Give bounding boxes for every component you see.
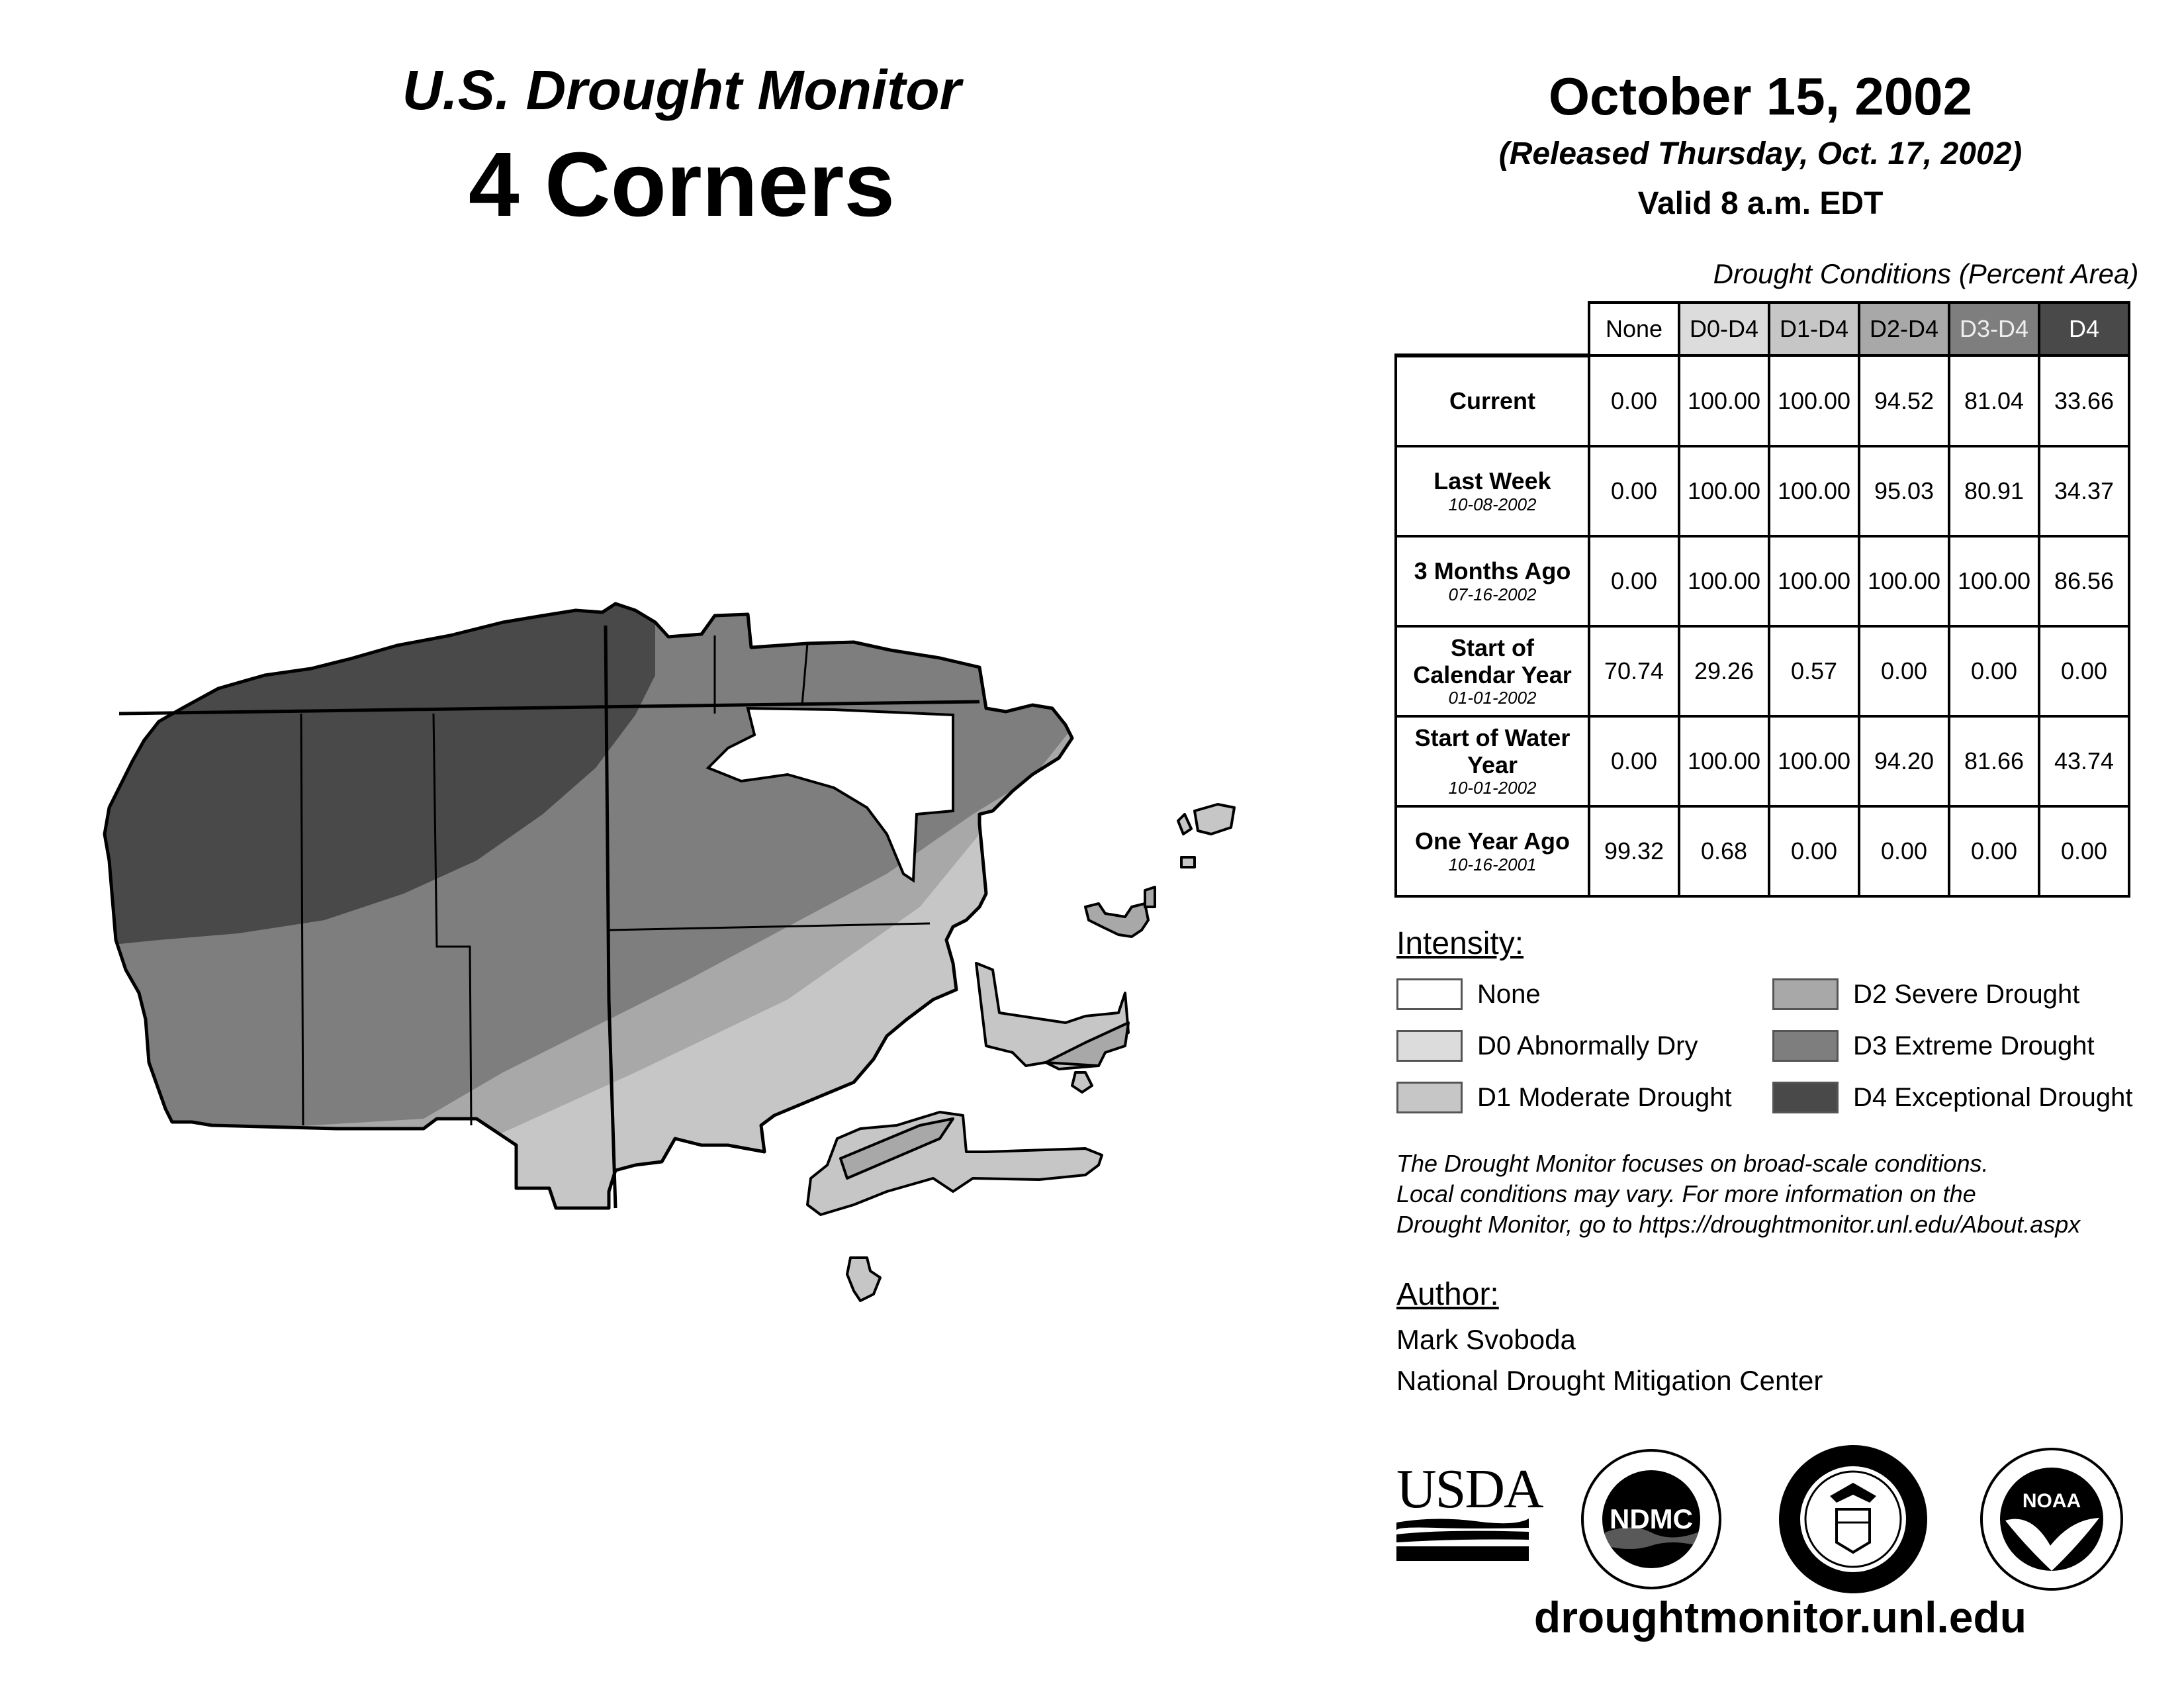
table-cell: 33.66: [2039, 355, 2129, 446]
noaa-seal-icon: [1979, 1446, 2124, 1592]
table-cell: 0.00: [2039, 626, 2129, 716]
table-cell: 81.66: [1949, 716, 2039, 806]
table-cell: 29.26: [1679, 626, 1769, 716]
row-date: 01-01-2002: [1448, 688, 1537, 708]
table-row-start-calendar-year: [1396, 626, 2129, 716]
table-cell: 80.91: [1949, 446, 2039, 536]
noaa-seal-text: NOAA: [2022, 1490, 2081, 1512]
legend-swatch: [1396, 1082, 1463, 1113]
table-cell: 81.04: [1949, 355, 2039, 446]
legend-swatch: [1772, 1030, 1839, 1062]
ndmc-logo: [1578, 1446, 1724, 1592]
table-cell: 0.00: [1589, 446, 1679, 536]
legend-item-d3: [1772, 1030, 2095, 1062]
legend-label: D4 Exceptional Drought: [1853, 1082, 2133, 1112]
table-cell: 0.00: [1589, 716, 1679, 806]
usda-logo: [1396, 1458, 1543, 1562]
col-header-d0-d4: D0-D4: [1679, 303, 1769, 355]
legend-item-d1: [1396, 1082, 1732, 1113]
table-row-one-year-ago: [1396, 806, 2129, 896]
region-title: 4 Corners: [468, 134, 895, 236]
table-cell: 100.00: [1769, 355, 1859, 446]
drought-conditions-table: [1394, 301, 2130, 898]
table-header-row: [1396, 303, 2129, 355]
row-title: Start of Water Year: [1414, 724, 1570, 779]
legend-label: D2 Severe Drought: [1853, 979, 2080, 1009]
release-date: (Released Thursday, Oct. 17, 2002): [1498, 136, 2023, 171]
row-label: [1396, 355, 1589, 446]
row-title: 3 Months Ago: [1414, 557, 1571, 585]
col-header-d2-d4: D2-D4: [1859, 303, 1949, 355]
table-corner: [1396, 303, 1589, 355]
legend-swatch: [1772, 1082, 1839, 1113]
legend-swatch: [1772, 978, 1839, 1010]
table-cell: 100.00: [1679, 716, 1769, 806]
ndmc-seal-text: NDMC: [1610, 1503, 1693, 1534]
legend-swatch: [1396, 1030, 1463, 1062]
table-cell: 0.57: [1769, 626, 1859, 716]
row-title: Start of Calendar Year: [1413, 633, 1572, 689]
table-cell: 0.00: [1949, 806, 2039, 896]
table-cell: 100.00: [1679, 446, 1769, 536]
usda-hills-icon: [1396, 1516, 1529, 1562]
col-header-d4: D4: [2039, 303, 2129, 355]
table-row-start-water-year: [1396, 716, 2129, 806]
note-line: Local conditions may vary. For more information on the: [1396, 1180, 1976, 1208]
table-cell: 86.56: [2039, 536, 2129, 626]
legend-item-d2: [1772, 978, 2079, 1010]
ndmc-seal-icon: [1578, 1446, 1724, 1592]
table-cell: 0.00: [1589, 355, 1679, 446]
table-cell: 70.74: [1589, 626, 1679, 716]
drought-map: [93, 596, 1297, 1337]
row-date: 07-16-2002: [1448, 584, 1537, 604]
note-line: The Drought Monitor focuses on broad-scale conditions.: [1396, 1150, 1989, 1177]
product-title: U.S. Drought Monitor: [402, 59, 962, 121]
row-title: Current: [1449, 387, 1535, 415]
noaa-logo: [1979, 1446, 2124, 1592]
table-cell: 100.00: [1769, 716, 1859, 806]
table-cell: 95.03: [1859, 446, 1949, 536]
row-label: [1396, 806, 1589, 896]
table-cell: 0.00: [2039, 806, 2129, 896]
legend-label: D0 Abnormally Dry: [1477, 1031, 1698, 1060]
table-cell: 0.68: [1679, 806, 1769, 896]
table-cell: 99.32: [1589, 806, 1679, 896]
intensity-title: Intensity:: [1396, 926, 1524, 961]
table-cell: 100.00: [1859, 536, 1949, 626]
row-title: Last Week: [1433, 467, 1551, 495]
table-cell: 0.00: [1859, 806, 1949, 896]
author-name: Mark Svoboda: [1396, 1324, 1576, 1355]
row-label: [1396, 716, 1589, 806]
commerce-logo: [1777, 1443, 1929, 1595]
row-date: 10-01-2002: [1448, 778, 1537, 798]
disclaimer-note: [1396, 1149, 2158, 1240]
legend-item-d0: [1396, 1030, 1698, 1062]
note-line: Drought Monitor, go to https://droughtmonitor.unl.edu/About.aspx: [1396, 1211, 2081, 1239]
table-row-last-week: [1396, 446, 2129, 536]
map-date: October 15, 2002: [1548, 67, 1973, 126]
commerce-seal-icon: [1777, 1443, 1929, 1595]
legend-item-d4: [1772, 1082, 2132, 1113]
legend-label: None: [1477, 979, 1541, 1009]
row-title: One Year Ago: [1414, 827, 1570, 855]
legend-label: D1 Moderate Drought: [1477, 1082, 1732, 1112]
legend-label: D3 Extreme Drought: [1853, 1031, 2095, 1060]
row-date: 10-08-2002: [1448, 494, 1537, 514]
table-cell: 0.00: [1859, 626, 1949, 716]
legend-swatch: [1396, 978, 1463, 1010]
row-label: [1396, 626, 1589, 716]
col-header-d1-d4: D1-D4: [1769, 303, 1859, 355]
row-label: [1396, 446, 1589, 536]
table-cell: 100.00: [1679, 536, 1769, 626]
author-org: National Drought Mitigation Center: [1396, 1365, 1823, 1396]
table-row-current: [1396, 355, 2129, 446]
row-label: [1396, 536, 1589, 626]
table-cell: 34.37: [2039, 446, 2129, 536]
table-cell: 0.00: [1589, 536, 1679, 626]
valid-time: Valid 8 a.m. EDT: [1637, 186, 1884, 221]
table-cell: 0.00: [1949, 626, 2039, 716]
table-caption: Drought Conditions (Percent Area): [1713, 258, 2139, 289]
table-cell: 0.00: [1769, 806, 1859, 896]
table-row-3-months-ago: [1396, 536, 2129, 626]
table-cell: 94.20: [1859, 716, 1949, 806]
table-cell: 100.00: [1769, 536, 1859, 626]
website-url[interactable]: droughtmonitor.unl.edu: [1533, 1593, 2027, 1642]
table-cell: 100.00: [1679, 355, 1769, 446]
table-cell: 100.00: [1949, 536, 2039, 626]
legend-item-none: [1396, 978, 1541, 1010]
table-cell: 94.52: [1859, 355, 1949, 446]
row-date: 10-16-2001: [1448, 854, 1537, 874]
col-header-d3-d4: D3-D4: [1949, 303, 2039, 355]
author-title: Author:: [1396, 1277, 1499, 1312]
table-cell: 43.74: [2039, 716, 2129, 806]
col-header-none: None: [1589, 303, 1679, 355]
table-cell: 100.00: [1769, 446, 1859, 536]
usda-wordmark: USDA: [1396, 1458, 1543, 1520]
